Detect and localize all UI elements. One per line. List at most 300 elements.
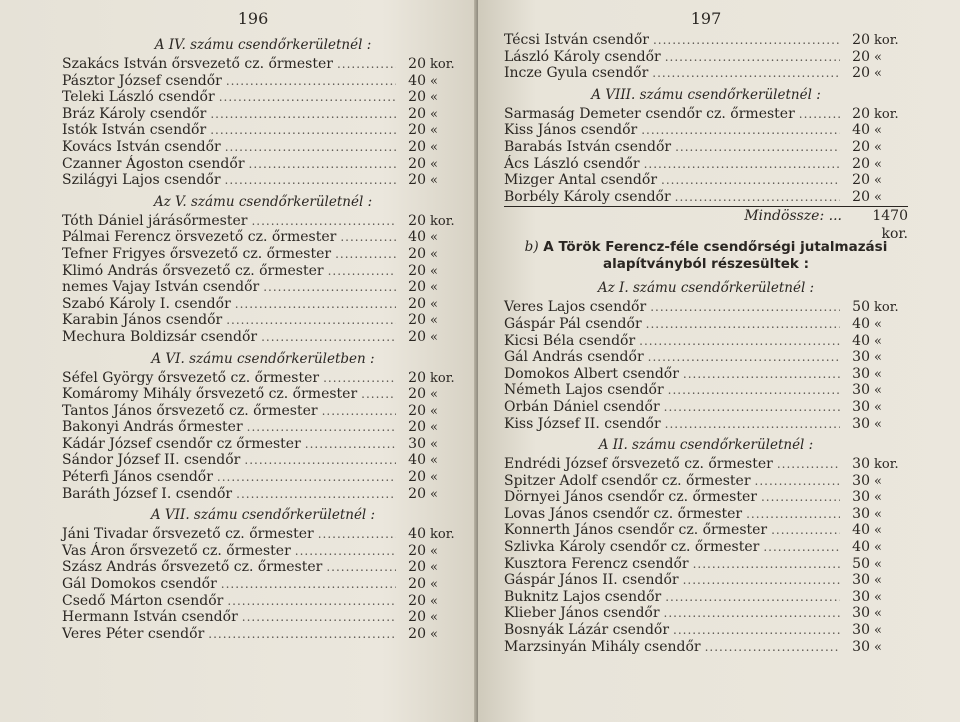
amount: 30	[852, 489, 870, 506]
list-item	[504, 122, 908, 139]
amount: 20	[408, 419, 426, 436]
list-item	[62, 419, 464, 436]
dot-leader	[665, 49, 840, 66]
amount: 20	[408, 469, 426, 486]
amount-unit: «	[874, 383, 882, 399]
amount-unit: «	[430, 626, 438, 642]
list-item	[62, 593, 464, 610]
dot-leader	[665, 589, 840, 606]
person-name: Pásztor József csendőr	[62, 72, 222, 89]
list-item	[62, 403, 464, 420]
person-name: Gáspár Pál csendőr	[504, 315, 642, 332]
amount-unit: «	[874, 573, 882, 589]
person-name: Ács László csendőr	[504, 155, 640, 172]
amount: 20	[408, 369, 426, 386]
amount-unit: «	[874, 139, 882, 155]
amount-unit: «	[874, 399, 882, 415]
list-item	[504, 106, 908, 123]
amount-unit: «	[430, 173, 438, 189]
amount: 20	[408, 245, 426, 262]
dot-leader	[361, 386, 396, 403]
amount-unit: «	[874, 589, 882, 605]
list-item	[504, 382, 908, 399]
amount: 30	[852, 572, 870, 589]
amount-unit: kor.	[874, 300, 899, 316]
amount-unit: «	[430, 543, 438, 559]
person-name: Karabin János csendőr	[62, 312, 223, 329]
list-item	[62, 452, 464, 469]
right-top-rows	[504, 32, 908, 82]
left-page	[0, 0, 478, 722]
district-section	[504, 434, 908, 655]
dot-leader	[648, 349, 840, 366]
amount: 20	[852, 188, 870, 205]
amount-unit: «	[430, 577, 438, 593]
amount: 20	[408, 402, 426, 419]
person-name: Kicsi Béla csendőr	[504, 332, 636, 349]
person-name: Baráth József I. csendőr	[62, 485, 233, 502]
amount: 50	[852, 299, 870, 316]
person-name: Tefner Frigyes őrsvezető cz. őrmester	[62, 245, 332, 262]
amount: 40	[408, 452, 426, 469]
amount: 20	[408, 56, 426, 72]
person-name: Spitzer Adolf csendőr cz. őrmester	[504, 472, 751, 489]
amount: 20	[852, 138, 870, 155]
amount-unit: «	[874, 173, 882, 189]
list-item	[504, 456, 908, 473]
list-item	[504, 522, 908, 539]
page-number: 197	[690, 9, 722, 28]
person-name: Sarmaság Demeter csendőr cz. őrmester	[504, 105, 795, 122]
amount: 20	[408, 576, 426, 593]
amount-unit: «	[430, 280, 438, 296]
list-item	[62, 329, 464, 346]
person-name: Kádár József csendőr cz őrmester	[62, 435, 301, 452]
amount-unit: «	[430, 156, 438, 172]
dot-leader	[668, 382, 840, 399]
amount: 20	[408, 592, 426, 609]
amount-unit: «	[430, 230, 438, 246]
amount: 20	[408, 625, 426, 642]
person-name: Dörnyei János csendőr cz. őrmester	[504, 489, 757, 506]
amount: 20	[408, 138, 426, 155]
list-item	[62, 213, 464, 230]
amount: 30	[852, 398, 870, 415]
list-item	[62, 229, 464, 246]
person-name: Buknitz Lajos csendőr	[504, 588, 662, 605]
amount-unit: «	[874, 366, 882, 382]
total-label: Mindössze: ...	[744, 208, 842, 225]
amount-unit: «	[430, 73, 438, 89]
part-b-title	[504, 239, 908, 273]
dot-leader	[295, 543, 396, 560]
list-item	[62, 246, 464, 263]
person-name: Istók István csendőr	[62, 122, 207, 139]
left-sections	[62, 34, 464, 642]
amount: 30	[852, 505, 870, 522]
amount: 30	[852, 605, 870, 622]
dot-leader	[235, 296, 396, 313]
person-name: Szlivka Károly csendőr cz. őrmester	[504, 539, 760, 556]
amount: 30	[852, 588, 870, 605]
amount-unit: «	[874, 523, 882, 539]
list-item	[504, 349, 908, 366]
amount-unit: «	[430, 90, 438, 106]
amount-unit: «	[874, 189, 882, 205]
list-item	[504, 299, 908, 316]
amount: 30	[852, 365, 870, 382]
list-item	[504, 572, 908, 589]
amount: 40	[852, 522, 870, 539]
amount: 20	[408, 105, 426, 122]
dot-leader	[242, 609, 396, 626]
dot-leader	[227, 593, 396, 610]
amount-unit: «	[874, 606, 882, 622]
list-item	[62, 486, 464, 503]
amount-unit: «	[874, 66, 882, 82]
list-item	[504, 639, 908, 656]
section-viii-rows	[504, 106, 908, 206]
dot-leader	[693, 556, 840, 573]
list-item	[504, 489, 908, 506]
amount-unit: «	[874, 49, 882, 65]
list-item	[62, 559, 464, 576]
dot-leader	[755, 473, 840, 490]
amount-unit: kor.	[430, 370, 455, 386]
amount: 20	[408, 386, 426, 403]
list-item	[62, 543, 464, 560]
person-name: Szakács István őrsvezető cz. őrmester	[62, 56, 333, 72]
amount-unit: «	[874, 350, 882, 366]
dot-leader	[763, 539, 840, 556]
amount: 20	[408, 172, 426, 189]
dot-leader	[799, 106, 840, 123]
dot-leader	[337, 56, 396, 73]
list-item	[62, 73, 464, 90]
list-item	[504, 32, 908, 49]
right-page	[478, 0, 960, 722]
amount-unit: kor.	[874, 457, 899, 473]
list-item	[504, 622, 908, 639]
amount-unit: kor.	[874, 106, 899, 122]
person-name: Orbán Dániel csendőr	[504, 398, 660, 415]
amount: 40	[852, 122, 870, 139]
list-item	[504, 156, 908, 173]
amount-unit: kor.	[874, 33, 899, 48]
person-name: Kiss János csendőr	[504, 122, 638, 139]
dot-leader	[761, 489, 840, 506]
section-heading: A VII. számu csendőrkerületnél :	[150, 507, 376, 524]
amount-unit: «	[874, 490, 882, 506]
dot-leader	[210, 122, 396, 139]
amount: 50	[852, 555, 870, 572]
page-number: 196	[237, 9, 269, 28]
person-name: Szabó Károly I. csendőr	[62, 295, 231, 312]
amount-unit: «	[874, 623, 882, 639]
dot-leader	[665, 416, 840, 433]
amount-unit: «	[874, 333, 882, 349]
amount: 30	[852, 456, 870, 473]
dot-leader	[219, 89, 396, 106]
list-item	[62, 172, 464, 189]
dot-leader	[249, 156, 396, 173]
amount-unit: «	[430, 436, 438, 452]
section-heading: A II. számu csendőrkerületnél :	[598, 437, 814, 454]
amount-unit: «	[430, 593, 438, 609]
amount: 20	[408, 295, 426, 312]
person-name: Borbély Károly csendőr	[504, 188, 671, 205]
amount: 20	[852, 172, 870, 189]
dot-leader	[644, 156, 840, 173]
amount-unit: «	[874, 123, 882, 139]
amount: 20	[852, 32, 870, 48]
person-name: Teleki László csendőr	[62, 89, 215, 106]
person-name: Gál András csendőr	[504, 349, 644, 366]
person-name: Incze Gyula csendőr	[504, 65, 649, 82]
amount: 20	[408, 212, 426, 229]
list-item	[62, 156, 464, 173]
list-item	[504, 605, 908, 622]
dot-leader	[225, 139, 396, 156]
person-name: Németh Lajos csendőr	[504, 382, 664, 399]
amount-unit: «	[430, 470, 438, 486]
person-name: Mechura Boldizsár csendőr	[62, 328, 258, 345]
amount-unit: «	[430, 387, 438, 403]
amount: 30	[852, 638, 870, 655]
list-item	[62, 386, 464, 403]
dot-leader	[661, 172, 840, 189]
dot-leader	[236, 486, 396, 503]
amount-unit: «	[430, 123, 438, 139]
amount: 30	[852, 382, 870, 399]
person-name: nemes Vajay István csendőr	[62, 279, 260, 296]
amount: 20	[408, 279, 426, 296]
person-name: Marzsinyán Mihály csendőr	[504, 638, 701, 655]
dot-leader	[646, 316, 840, 333]
list-item	[62, 312, 464, 329]
person-name: Komáromy Mihály őrsvezető cz. őrmester	[62, 386, 358, 403]
dot-leader	[210, 106, 396, 123]
list-item	[62, 89, 464, 106]
list-item	[62, 469, 464, 486]
list-item	[504, 65, 908, 82]
amount: 20	[408, 328, 426, 345]
amount: 30	[852, 415, 870, 432]
dot-leader	[328, 263, 396, 280]
list-item	[504, 416, 908, 433]
person-name: Péterfi János csendőr	[62, 469, 213, 486]
list-item	[504, 189, 908, 206]
amount-unit: «	[430, 263, 438, 279]
section-heading: Az V. számu csendőrkerületnél :	[153, 193, 373, 210]
list-item	[62, 526, 464, 543]
amount-unit: «	[874, 506, 882, 522]
dot-leader	[322, 403, 396, 420]
dot-leader	[261, 329, 396, 346]
amount-unit: kor.	[430, 213, 455, 229]
list-item	[504, 316, 908, 333]
person-name: Veres Péter csendőr	[62, 625, 205, 642]
list-item	[504, 539, 908, 556]
person-name: Vas Áron őrsvezető cz. őrmester	[62, 542, 291, 559]
amount: 40	[408, 526, 426, 543]
list-item	[504, 139, 908, 156]
amount-unit: kor.	[430, 57, 455, 72]
dot-leader	[335, 246, 396, 263]
amount: 20	[408, 559, 426, 576]
list-item	[504, 49, 908, 66]
dot-leader	[340, 229, 396, 246]
person-name: Séfel György őrsvezető cz. őrmester	[62, 369, 320, 386]
section-heading: A VIII. számu csendőrkerületnél :	[591, 86, 821, 103]
list-item	[504, 399, 908, 416]
dot-leader	[652, 65, 840, 82]
amount-unit: «	[874, 639, 882, 655]
dot-leader	[225, 172, 396, 189]
amount: 20	[852, 155, 870, 172]
amount: 20	[408, 485, 426, 502]
amount-unit: «	[874, 316, 882, 332]
person-name: Técsi István csendőr	[504, 32, 649, 48]
person-name: Klieber János csendőr	[504, 605, 660, 622]
amount: 20	[852, 105, 870, 122]
person-name: Bráz Károly csendőr	[62, 105, 207, 122]
amount-unit: «	[430, 610, 438, 626]
person-name: Endrédi József őrsvezető cz. őrmester	[504, 456, 773, 473]
person-name: Hermann István csendőr	[62, 609, 238, 626]
person-name: Veres Lajos csendőr	[504, 299, 647, 316]
total-value: 1470 kor.	[872, 208, 908, 243]
list-item	[62, 56, 464, 73]
amount-unit: «	[430, 486, 438, 502]
dot-leader	[326, 559, 396, 576]
person-name: Csedő Márton csendőr	[62, 592, 224, 609]
amount: 20	[852, 48, 870, 65]
person-name: Tantos János őrsvezető cz. őrmester	[62, 402, 318, 419]
amount-unit: kor.	[430, 527, 455, 543]
list-item	[504, 556, 908, 573]
list-item	[62, 106, 464, 123]
district-section	[62, 191, 464, 346]
amount-unit: «	[874, 540, 882, 556]
list-item	[504, 589, 908, 606]
person-name: Bakonyi András őrmester	[62, 419, 243, 436]
list-item	[62, 296, 464, 313]
dot-leader	[650, 299, 840, 316]
amount: 30	[852, 472, 870, 489]
amount: 40	[852, 539, 870, 556]
amount-unit: «	[430, 139, 438, 155]
person-name: Pálmai Ferencz örsvezető cz. őrmester	[62, 229, 337, 246]
dot-leader	[675, 139, 840, 156]
amount: 30	[852, 622, 870, 639]
list-item	[62, 626, 464, 643]
list-item	[62, 436, 464, 453]
person-name: Bosnyák Lázár csendőr	[504, 622, 670, 639]
amount-unit: «	[430, 453, 438, 469]
part-b-title-text: A Török Ferencz-féle csendőrségi jutalmazási alapítványból részesültek :	[543, 239, 888, 273]
person-name: Szilágyi Lajos csendőr	[62, 172, 221, 189]
dot-leader	[263, 279, 396, 296]
list-item	[62, 576, 464, 593]
dot-leader	[318, 526, 396, 543]
dot-leader	[675, 189, 840, 206]
list-item	[62, 139, 464, 156]
amount-unit: «	[430, 403, 438, 419]
person-name: Domokos Albert csendőr	[504, 365, 679, 382]
dot-leader	[746, 506, 840, 523]
dot-leader	[771, 522, 840, 539]
amount: 40	[408, 229, 426, 246]
dot-leader	[323, 370, 396, 387]
amount-unit: «	[874, 156, 882, 172]
amount-unit: «	[430, 296, 438, 312]
amount-unit: «	[430, 246, 438, 262]
person-name: Gál Domokos csendőr	[62, 576, 217, 593]
amount: 20	[408, 609, 426, 626]
dot-leader	[247, 419, 396, 436]
dot-leader	[641, 122, 840, 139]
person-name: Gáspár János II. csendőr	[504, 572, 679, 589]
amount: 20	[408, 89, 426, 106]
list-item	[62, 122, 464, 139]
amount: 40	[852, 315, 870, 332]
list-item	[504, 333, 908, 350]
dot-leader	[673, 622, 840, 639]
district-section	[62, 34, 464, 189]
amount: 20	[408, 542, 426, 559]
dot-leader	[251, 213, 396, 230]
dot-leader	[683, 366, 840, 383]
person-name: Jáni Tivadar őrsvezető cz. őrmester	[62, 526, 314, 543]
amount: 20	[408, 262, 426, 279]
district-section	[62, 504, 464, 642]
person-name: Tóth Dániel járásőrmester	[62, 212, 248, 229]
person-name: Kiss József II. csendőr	[504, 415, 661, 432]
amount-unit: «	[430, 313, 438, 329]
person-name: Czanner Ágoston csendőr	[62, 155, 245, 172]
dot-leader	[226, 73, 396, 90]
person-name: Barabás István csendőr	[504, 138, 672, 155]
amount-unit: «	[430, 560, 438, 576]
amount: 20	[408, 155, 426, 172]
total-row	[504, 206, 908, 243]
dot-leader	[226, 312, 396, 329]
person-name: Mizger Antal csendőr	[504, 172, 658, 189]
dot-leader	[217, 469, 396, 486]
part-b-label: b)	[524, 239, 539, 256]
dot-leader	[221, 576, 396, 593]
dot-leader	[705, 639, 840, 656]
person-name: Szász András őrsvezető cz. őrmester	[62, 559, 323, 576]
section-heading: Az I. számu csendőrkerületnél :	[597, 280, 815, 297]
person-name: Kovács István csendőr	[62, 138, 221, 155]
list-item	[504, 473, 908, 490]
section-heading: A VI. számu csendőrkerületben :	[151, 350, 375, 367]
person-name: Kusztora Ferencz csendőr	[504, 555, 689, 572]
person-name: Klimó András őrsvezető cz. őrmester	[62, 262, 324, 279]
dot-leader	[664, 399, 840, 416]
list-item	[504, 506, 908, 523]
section-heading: A IV. számu csendőrkerületnél :	[154, 37, 372, 53]
dot-leader	[244, 452, 396, 469]
amount-unit: «	[430, 329, 438, 345]
person-name: László Károly csendőr	[504, 48, 661, 65]
right-sections	[504, 277, 908, 655]
person-name: Lovas János csendőr cz. őrmester	[504, 505, 743, 522]
amount-unit: «	[874, 473, 882, 489]
list-item	[62, 370, 464, 387]
